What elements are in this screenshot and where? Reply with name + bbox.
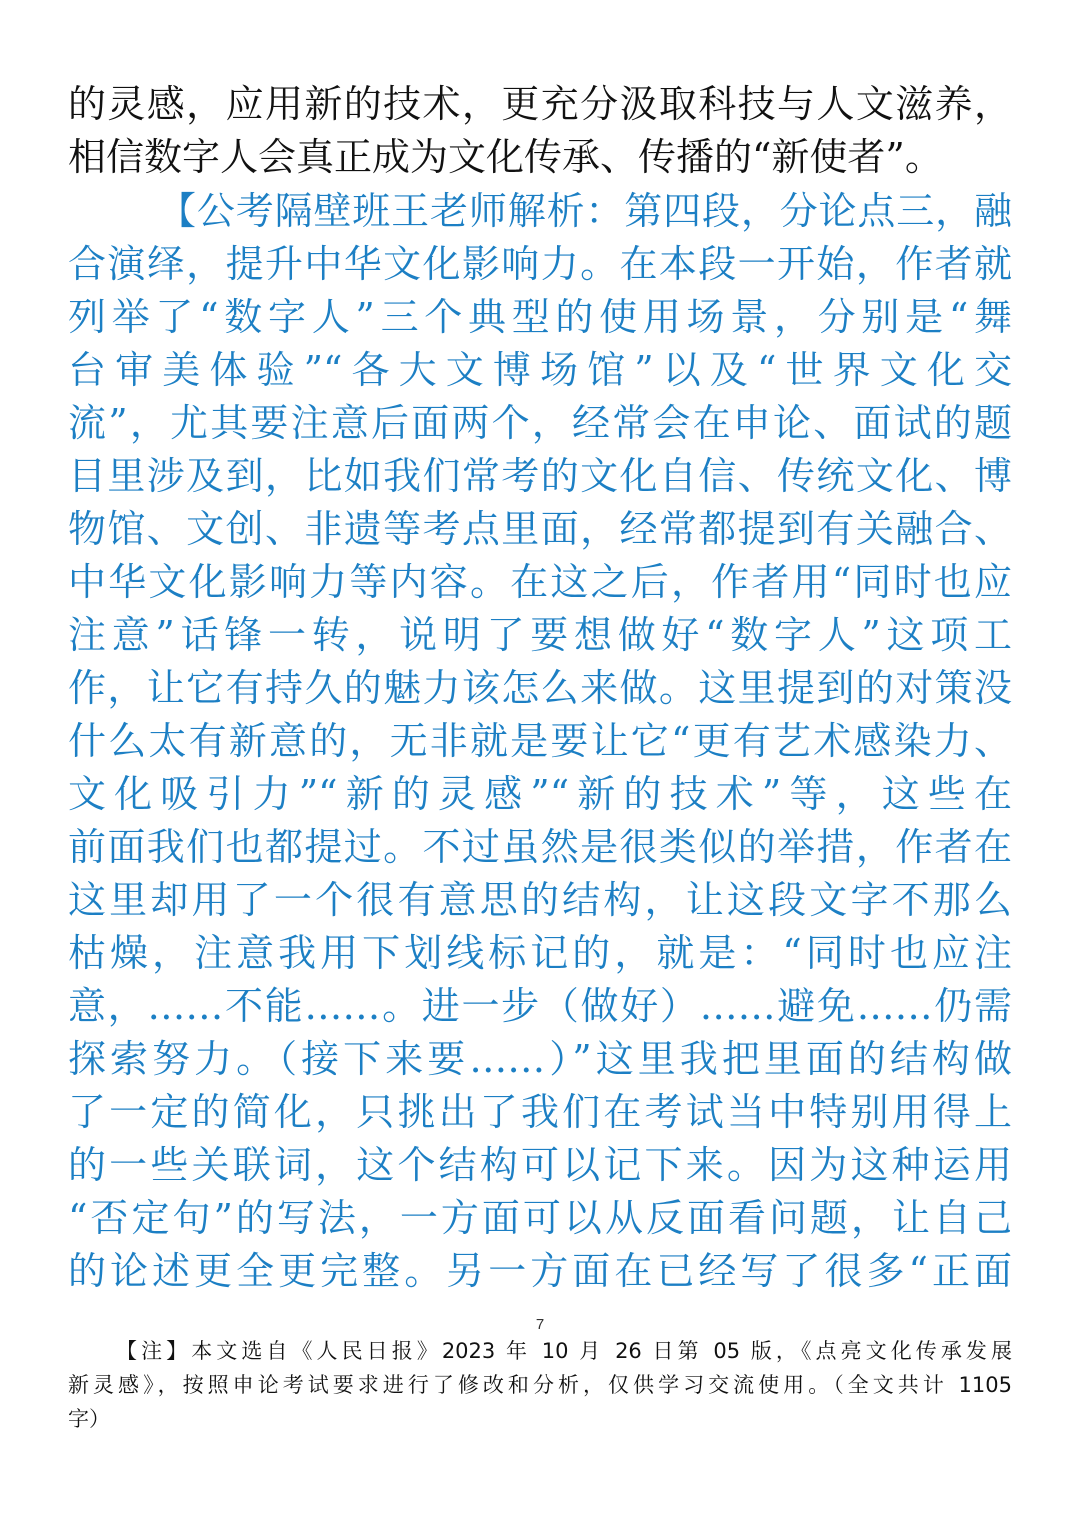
footnote-line: 【注】本文选自《人民日报》2023 年 10 月 26 日第 05 版，《点亮文化传承发展 xyxy=(116,1339,1012,1363)
page-number: 7 xyxy=(535,1316,545,1333)
analysis-text-line: 意，……不能……。进一步（做好）……避免……仍需 xyxy=(68,984,1012,1028)
analysis-text-line: 这里却用了一个很有意思的结构，让这段文字不那么 xyxy=(68,878,1012,922)
analysis-text-line: 合演绎，提升中华文化影响力。在本段一开始，作者就 xyxy=(68,242,1012,286)
analysis-text-line: 台审美体验”“各大文博场馆”以及“世界文化交 xyxy=(68,348,1012,392)
analysis-text-line: 探索努力。（接下来要……）”这里我把里面的结构做 xyxy=(68,1037,1012,1081)
body-text-line: 相信数字人会真正成为文化传承、传播的“新使者”。 xyxy=(68,135,943,179)
analysis-text-line: 的一些关联词，这个结构可以记下来。因为这种运用 xyxy=(68,1143,1012,1187)
analysis-text-line: 物馆、文创、非遗等考点里面，经常都提到有关融合、 xyxy=(68,507,1012,551)
analysis-text-line: 枯燥，注意我用下划线标记的，就是：“同时也应注 xyxy=(68,931,1012,975)
analysis-text-line: 作，让它有持久的魅力该怎么来做。这里提到的对策没 xyxy=(68,666,1012,710)
analysis-text-line: 目里涉及到，比如我们常考的文化自信、传统文化、博 xyxy=(68,454,1012,498)
analysis-text-line: 前面我们也都提过。不过虽然是很类似的举措，作者在 xyxy=(68,825,1012,869)
body-text-line: 的灵感，应用新的技术，更充分汲取科技与人文滋养， xyxy=(68,82,1012,126)
analysis-text-line: 【公考隔壁班王老师解析：第四段，分论点三，融 xyxy=(158,189,1012,233)
analysis-text-line: 的论述更全更完整。另一方面在已经写了很多“正面 xyxy=(68,1249,1012,1293)
analysis-text-line: 文化吸引力”“新的灵感”“新的技术”等，这些在 xyxy=(68,772,1012,816)
analysis-text-line: 什么太有新意的，无非就是要让它“更有艺术感染力、 xyxy=(68,719,1012,763)
footnote-line: 新灵感》，按照申论考试要求进行了修改和分析，仅供学习交流使用。（全文共计 1105 xyxy=(68,1373,1012,1397)
analysis-text-line: 列举了“数字人”三个典型的使用场景，分别是“舞 xyxy=(68,295,1012,339)
analysis-text-line: 中华文化影响力等内容。在这之后，作者用“同时也应 xyxy=(68,560,1012,604)
analysis-text-line: 注意”话锋一转，说明了要想做好“数字人”这项工 xyxy=(68,613,1012,657)
analysis-text-line: 了一定的简化，只挑出了我们在考试当中特别用得上 xyxy=(68,1090,1012,1134)
analysis-text-line: “否定句”的写法，一方面可以从反面看问题，让自己 xyxy=(68,1196,1012,1240)
analysis-text-line: 流”，尤其要注意后面两个，经常会在申论、面试的题 xyxy=(68,401,1012,445)
footnote-line: 字） xyxy=(68,1407,110,1431)
